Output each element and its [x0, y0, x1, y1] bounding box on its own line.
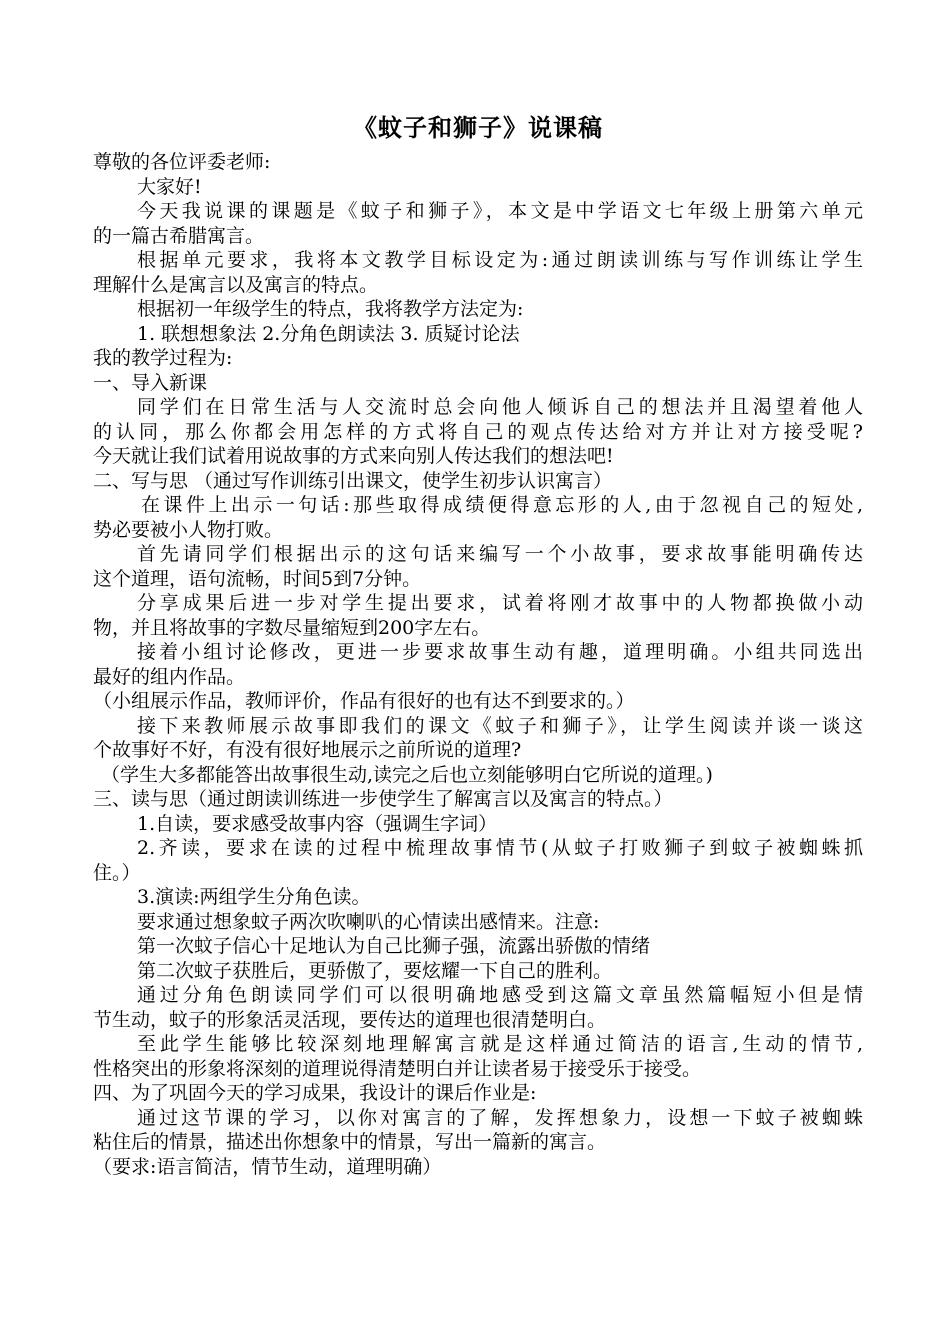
paragraph-line: 接下来教师展示故事即我们的课文《蚊子和狮子》，让学生阅读并谈一谈这: [137, 714, 863, 737]
section-heading: 二、写与思 （通过写作训练引出课文，使学生初步认识寓言）: [93, 469, 613, 492]
paragraph-line: 接着小组讨论修改，更进一步要求故事生动有趣，道理明确。小组共同选出: [137, 641, 863, 663]
section-heading: 一、导入新课: [93, 371, 208, 394]
paragraph-line: （要求:语言简洁，情节生动，道理明确）: [93, 1155, 442, 1178]
paragraph-line: 在课件上出示一句话:那些取得成绩便得意忘形的人,由于忽视自己的短处,: [141, 494, 863, 516]
list-item: 3.演读:两组学生分角色读。: [137, 886, 371, 908]
paragraph-line: 至此学生能够比较深刻地理解寓言就是这样通过简洁的语言,生动的情节,: [137, 1033, 863, 1055]
paragraph-line: 通过这节课的学习，以你对寓言的了解，发挥想象力，设想一下蚊子被蜘蛛: [137, 1106, 863, 1129]
paragraph-line: 要求通过想象蚊子两次吹喇叭的心情读出感情来。注意:: [137, 910, 600, 933]
method-list: 1. 联想想象法 2.分角色朗读法 3. 质疑讨论法: [137, 322, 520, 345]
paragraph-line: 同学们在日常生活与人交流时总会向他人倾诉自己的想法并且渴望着他人: [137, 396, 863, 418]
paragraph-line: 物，并且将故事的字数尽量缩短到200字左右。: [93, 616, 491, 639]
paragraph-line: 通过分角色朗读同学们可以很明确地感受到这篇文章虽然篇幅短小但是情: [137, 984, 863, 1006]
paragraph-line: 住。）: [93, 861, 141, 884]
paragraph-line: （小组展示作品，教师评价，作品有很好的也有达不到要求的。）: [93, 690, 635, 712]
paragraph-line: 势必要被小人物打败。: [93, 518, 284, 541]
paragraph-line: 理解什么是寓言以及寓言的特点。: [93, 273, 379, 296]
section-heading: 四、为了巩固今天的学习成果，我设计的课后作业是:: [93, 1082, 537, 1104]
paragraph-line: 粘住后的情景，描述出你想象中的情景，写出一篇新的寓言。: [93, 1131, 607, 1153]
salutation: 尊敬的各位评委老师:: [93, 151, 271, 173]
paragraph-line: 的认同，那么你都会用怎样的方式将自己的观点传达给对方并让对方接受呢?: [93, 420, 863, 443]
paragraph-line: 最好的组内作品。: [93, 665, 246, 688]
paragraph-line: 第一次蚊子信心十足地认为自己比狮子强，流露出骄傲的情绪: [137, 935, 651, 957]
paragraph-line: 今天就让我们试着用说故事的方式来向别人传达我们的想法吧!: [93, 445, 614, 467]
list-item: 2.齐读，要求在读的过程中梳理故事情节(从蚊子打败狮子到蚊子被蜘蛛抓: [137, 837, 863, 859]
document-title: 《蚊子和狮子》说课稿: [353, 113, 603, 142]
list-item: 1.自读，要求感受故事内容（强调生字词）: [137, 812, 498, 835]
greeting: 大家好!: [137, 175, 202, 198]
paragraph-line: 这个道理，语句流畅，时间5到7分钟。: [93, 567, 422, 590]
paragraph-line: 首先请同学们根据出示的这句话来编写一个小故事，要求故事能明确传达: [137, 543, 863, 565]
paragraph-line: 个故事好不好，有没有很好地展示之前所说的道理?: [93, 739, 522, 761]
section-heading: 三、读与思（通过朗读训练进一步使学生了解寓言以及寓言的特点。）: [93, 788, 673, 810]
paragraph-line: 根据初一年级学生的特点，我将教学方法定为:: [137, 298, 524, 320]
paragraph-line: 分享成果后进一步对学生提出要求，试着将刚才故事中的人物都换做小动: [137, 592, 863, 614]
section-intro: 我的教学过程为:: [93, 347, 233, 369]
document-page: [93, 108, 863, 1179]
paragraph-line: （学生大多都能答出故事很生动,读完之后也立刻能够明白它所说的道理。): [101, 763, 713, 786]
paragraph-line: 性格突出的形象将深刻的道理说得清楚明白并让读者易于接受乐于接受。: [93, 1057, 702, 1080]
paragraph-line: 第二次蚊子获胜后，更骄傲了，要炫耀一下自己的胜利。: [137, 959, 613, 982]
paragraph-line: 今天我说课的课题是《蚊子和狮子》，本文是中学语文七年级上册第六单元: [137, 200, 863, 222]
paragraph-line: 的一篇古希腊寓言。: [93, 224, 265, 247]
paragraph-line: 节生动，蚊子的形象活灵活现，要传达的道理也很清楚明白。: [93, 1008, 607, 1031]
paragraph-line: 根据单元要求，我将本文教学目标设定为:通过朗读训练与写作训练让学生: [137, 249, 863, 271]
